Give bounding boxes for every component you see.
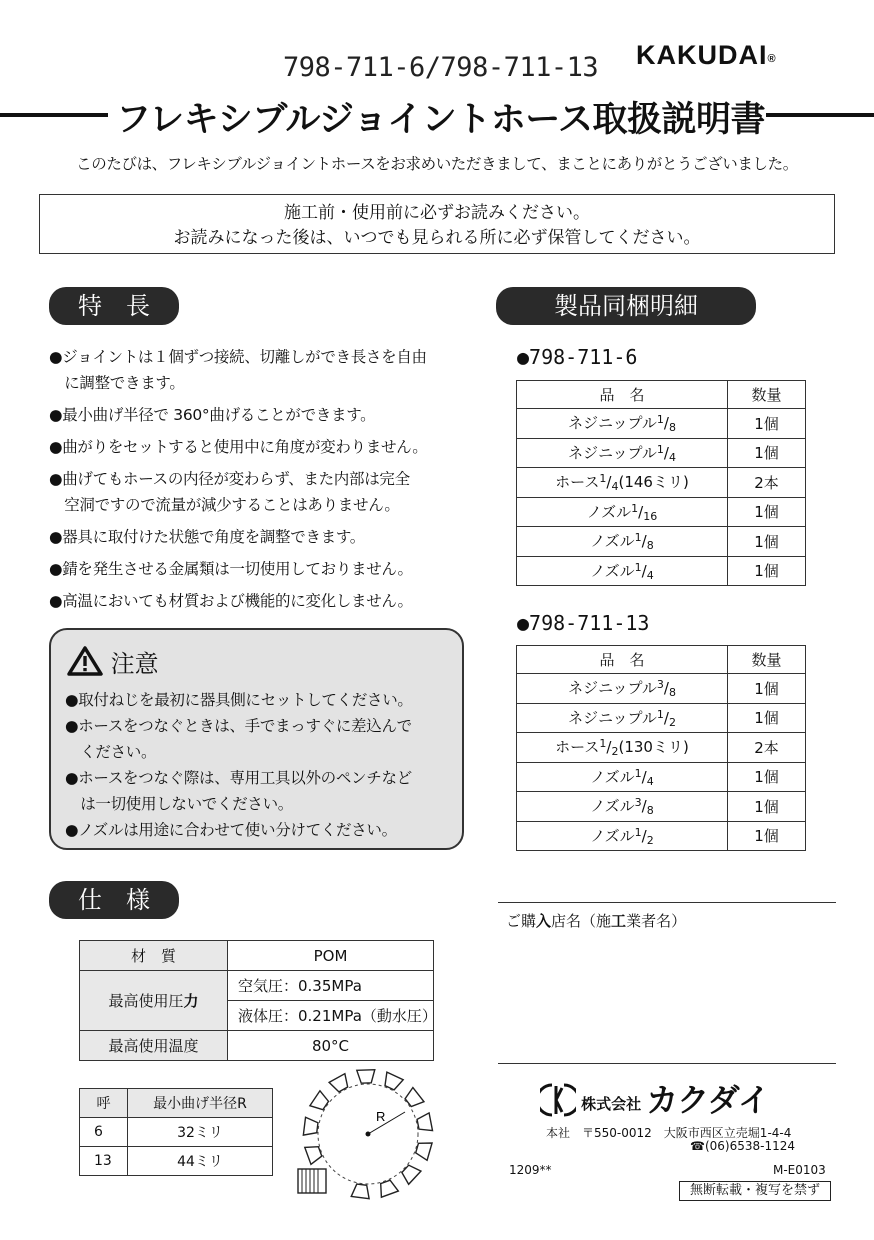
contents-table-6	[516, 380, 806, 586]
hq-address: 本社 〒550-0012 大阪市西区立売堀1-4-4	[546, 1126, 792, 1140]
hose-segment	[305, 1143, 323, 1164]
item-qty-cell: 1個	[728, 527, 806, 557]
item-qty-cell: 1個	[728, 762, 806, 792]
item-qty-cell: 1個	[728, 438, 806, 468]
contents-row	[517, 497, 806, 527]
contents-row	[517, 527, 806, 557]
company-logo: 株式会社 カクダイ	[540, 1075, 769, 1121]
caution-heading: 注意	[67, 644, 159, 679]
feature-item: ●ジョイントは１個ずつ接続、切離しができ長さを自由	[49, 348, 427, 366]
contents-row	[517, 733, 806, 763]
col-qty-header: 数量	[728, 381, 806, 409]
contents-row	[517, 556, 806, 586]
set-6-model: ●798-711-6	[517, 345, 638, 369]
liquid-pressure: 液体圧：0.21MPa（動水圧）	[228, 1001, 434, 1031]
feature-item: ●曲がりをセットすると使用中に角度が変わりません。	[49, 438, 428, 456]
item-name-cell: ホース$^1/_4(146$ミリ)	[517, 468, 728, 498]
features-list	[49, 344, 479, 620]
caution-item: は一切使用しないでください。	[65, 795, 294, 813]
contents-row	[517, 468, 806, 498]
spec-table	[79, 940, 437, 1061]
model-numbers: 798-711-6/798-711-13	[283, 52, 599, 83]
contents-row	[517, 762, 806, 792]
contents-row	[517, 409, 806, 439]
col-name-header: 品 名	[517, 646, 728, 674]
pressure-label: 最高使用圧力	[80, 971, 228, 1031]
hose-segment	[403, 1088, 424, 1110]
air-pressure: 空気圧：0.35MPa	[228, 971, 434, 1001]
hose-segment	[351, 1184, 370, 1199]
specs-heading: 仕 様	[49, 881, 179, 919]
col-name-header: 品 名	[517, 381, 728, 409]
bend-radius-table	[79, 1088, 273, 1176]
hose-segment	[416, 1113, 432, 1133]
feature-item: ●器具に取付けた状態で角度を調整できます。	[49, 528, 365, 546]
contents-heading: 製品同梱明細	[496, 287, 756, 325]
hose-segment	[310, 1091, 331, 1113]
contents-row	[517, 703, 806, 733]
item-qty-cell: 2本	[728, 733, 806, 763]
caution-box	[49, 628, 464, 850]
hose-segment	[303, 1117, 318, 1136]
radius-cell: 44ミリ	[128, 1147, 273, 1176]
contents-row	[517, 674, 806, 704]
contents-table-13	[516, 645, 806, 851]
radius-header: 最小曲げ半径R	[128, 1089, 273, 1118]
item-qty-cell: 1個	[728, 674, 806, 704]
item-name-cell: ノズル$^1/_{16}$	[517, 497, 728, 527]
doc-code-right: M-E0103	[773, 1163, 826, 1177]
hose-segment	[399, 1162, 421, 1184]
title-rule-left	[0, 113, 108, 117]
brand-logo: KAKUDAI®	[636, 40, 777, 70]
size-header: 呼	[80, 1089, 128, 1118]
item-name-cell: ノズル$^3/_8$	[517, 792, 728, 822]
material-label: 材 質	[80, 941, 228, 971]
shop-name-label: ご購入店名（施工業者名）	[506, 912, 687, 930]
feature-item: に調整できます。	[49, 374, 185, 392]
radius-label: R	[376, 1109, 386, 1124]
feature-item: 空洞ですので流量が減少することはありません。	[49, 496, 400, 514]
intro-text: このたびは、フレキシブルジョイントホースをお求めいただきまして、まことにありがとうございました。	[76, 155, 798, 173]
radius-cell: 32ミリ	[128, 1118, 273, 1147]
contents-row	[517, 821, 806, 851]
item-qty-cell: 1個	[728, 409, 806, 439]
item-name-cell: ノズル$^1/_2$	[517, 821, 728, 851]
doc-code-left: 1209**	[509, 1163, 552, 1177]
thread-fitting	[298, 1169, 326, 1193]
item-name-cell: ネジニップル$^1/_2$	[517, 703, 728, 733]
kakudai-mark-icon	[540, 1083, 576, 1117]
hose-segment	[377, 1179, 398, 1197]
item-qty-cell: 1個	[728, 792, 806, 822]
material-value: POM	[228, 941, 434, 971]
hose-segment	[329, 1074, 351, 1094]
temp-label: 最高使用温度	[80, 1031, 228, 1061]
item-qty-cell: 1個	[728, 821, 806, 851]
feature-item: ●錆を発生させる金属類は一切使用しておりません。	[49, 560, 413, 578]
contents-row	[517, 792, 806, 822]
size-cell: 13	[80, 1147, 128, 1176]
size-cell: 6	[80, 1118, 128, 1147]
shop-rule-bottom	[498, 1063, 836, 1064]
hose-segment	[357, 1070, 375, 1084]
caution-item: ●ホースをつなぐ際は、専用工具以外のペンチなど	[65, 769, 412, 787]
shop-rule-top	[498, 902, 836, 903]
warning-triangle-icon	[67, 646, 103, 676]
temp-value: 80°C	[228, 1031, 434, 1061]
copyright-notice: 無断転載・複写を禁ず	[679, 1181, 831, 1201]
contents-row	[517, 438, 806, 468]
item-name-cell: ノズル$^1/_4$	[517, 762, 728, 792]
item-name-cell: ネジニップル$^1/_4$	[517, 438, 728, 468]
item-qty-cell: 1個	[728, 703, 806, 733]
item-name-cell: ノズル$^1/_4$	[517, 556, 728, 586]
set-13-model: ●798-711-13	[517, 611, 650, 635]
caution-item: ください。	[65, 743, 157, 761]
item-qty-cell: 1個	[728, 497, 806, 527]
hq-phone: ☎(06)6538-1124	[690, 1139, 795, 1153]
notice-line-1: 施工前・使用前に必ずお読みください。	[284, 203, 590, 223]
read-notice-box	[39, 194, 835, 254]
item-name-cell: ノズル$^1/_8$	[517, 527, 728, 557]
hose-segment	[381, 1072, 403, 1091]
caution-item: ●ホースをつなぐときは、手でまっすぐに差込んで	[65, 717, 412, 735]
document-title: フレキシブルジョイントホース取扱説明書	[116, 100, 766, 140]
feature-item: ●高温においても材質および機能的に変化しません。	[49, 592, 413, 610]
item-name-cell: ネジニップル$^1/_8$	[517, 409, 728, 439]
title-rule-right	[766, 113, 874, 117]
item-name-cell: ネジニップル$^3/_8$	[517, 674, 728, 704]
notice-line-2: お読みになった後は、いつでも見られる所に必ず保管してください。	[173, 228, 701, 248]
col-qty-header: 数量	[728, 646, 806, 674]
caution-list	[65, 687, 413, 843]
item-qty-cell: 1個	[728, 556, 806, 586]
caution-item: ●取付ねじを最初に器具側にセットしてください。	[65, 691, 413, 709]
hose-bend-diagram	[290, 1065, 440, 1205]
feature-item: ●最小曲げ半径で 360°曲げることができます。	[49, 406, 376, 424]
item-name-cell: ホース$^1/_2(130$ミリ)	[517, 733, 728, 763]
item-qty-cell: 2本	[728, 468, 806, 498]
feature-item: ●曲げてもホースの内径が変わらず、また内部は完全	[49, 470, 410, 488]
caution-item: ●ノズルは用途に合わせて使い分けてください。	[65, 821, 397, 839]
features-heading: 特 長	[49, 287, 179, 325]
